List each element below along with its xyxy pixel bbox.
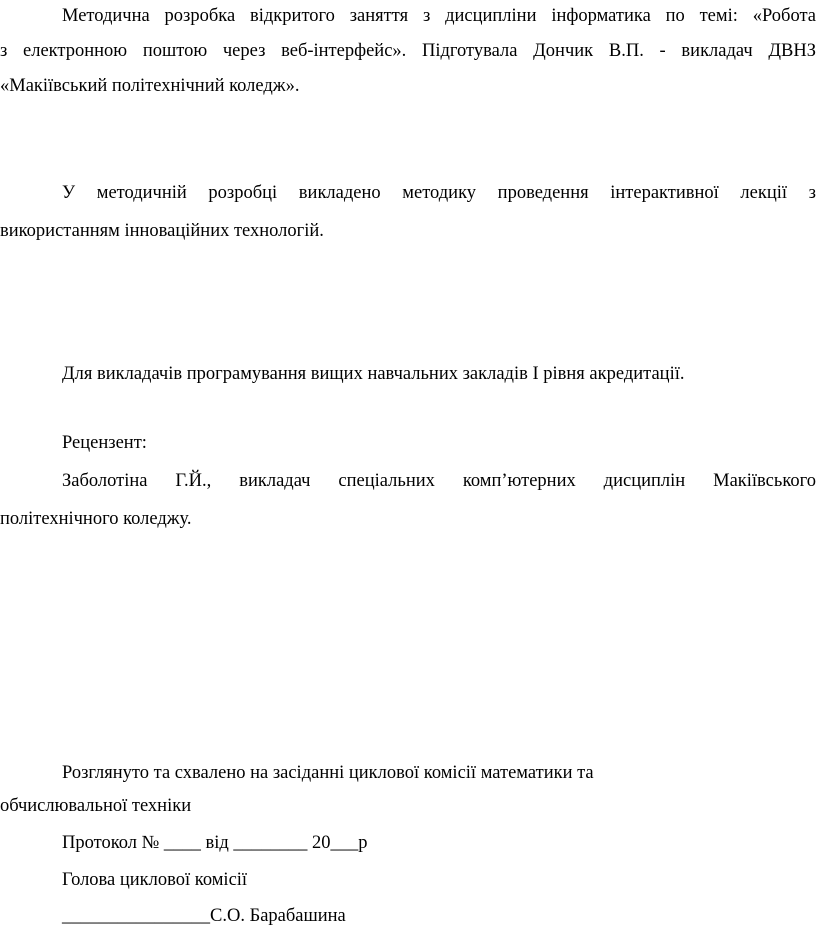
reviewer-line-1: Заболотіна Г.Й., викладач спеціальних комп’ютерних дисциплін Макіївського [62, 471, 816, 491]
intro-line-1: Методична розробка відкритого заняття з дисципліни інформатика по темі: «Робота [62, 6, 816, 26]
summary-line-1: У методичній розробці викладено методику проведення інтерактивної лекції з [62, 183, 816, 203]
protocol-line: Протокол № ____ від ________ 20___р [62, 833, 368, 853]
summary-line-2: використанням інноваційних технологій. [0, 221, 324, 241]
intro-line-2: з електронною поштою через веб-інтерфейс». Підготувала Дончик В.П. - викладач ДВНЗ [0, 41, 816, 61]
chair-signature: ________________С.О. Барабашина [62, 906, 346, 926]
reviewer-heading: Рецензент: [62, 433, 147, 453]
audience-text: Для викладачів програмування вищих навчальних закладів І рівня акредитації. [62, 364, 685, 384]
approval-line-2: обчислювальної техніки [0, 796, 192, 816]
approval-line-1: Розглянуто та схвалено на засіданні циклової комісії математики та [62, 763, 594, 783]
reviewer-line-2: політехнічного коледжу. [0, 509, 192, 529]
chair-title: Голова циклової комісії [62, 870, 248, 890]
intro-line-3: «Макіївський політехнічний коледж». [0, 76, 300, 96]
